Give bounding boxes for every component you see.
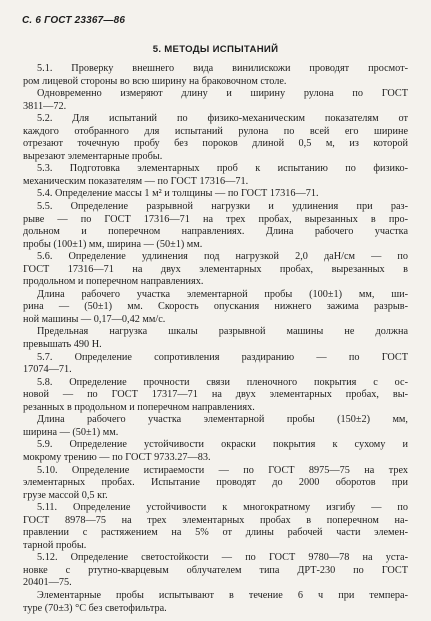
paragraph-line: 5.9. Определение устойчивости окраски покрытия к сухому и	[37, 439, 408, 451]
paragraph-line: новке с ртутно-кварцевым облучателем типа ДРТ-230 по ГОСТ	[23, 564, 408, 576]
paragraph-line: Длина рабочего участка элементарной пробы (100±1) мм, ши-	[37, 288, 408, 300]
paragraph-line: правлении с растяжением на 5% от длины рабочей части элемен-	[23, 527, 408, 539]
paragraph-line: ной машины — 0,17—0,42 мм/с.	[23, 313, 166, 325]
paragraph-line: 5.1. Проверку внешнего вида винилискожи проводят просмот-	[37, 63, 408, 74]
paragraph-line: Одновременно измеряют длину и ширину рулона по ГОСТ	[37, 88, 408, 100]
paragraph-line: тарной пробы.	[23, 539, 87, 551]
paragraph-line: превышать 490 Н.	[23, 339, 102, 351]
paragraph-line: 5.7. Определение сопротивления раздиранию — по ГОСТ	[37, 351, 408, 363]
paragraph-line: 5.5. Определение разрывной нагрузки и удлинения при раз-	[37, 201, 408, 213]
paragraph-line: Элементарные пробы испытывают в течение 6 ч при темпера-	[37, 589, 408, 601]
paragraph-line: рыве — по ГОСТ 17316—71 на трех пробах, вырезанных в про-	[23, 213, 408, 225]
paragraph-line: 5.3. Подготовка элементарных проб к испытанию по физико-	[37, 163, 408, 175]
paragraph-line: 5.8. Определение прочности связи пленочного покрытия с ос-	[37, 376, 408, 388]
paragraph-line: Длина рабочего участка элементарной пробы (150±2) мм,	[37, 414, 408, 426]
paragraph-line: 5.11. Определение устойчивости к многократному изгибу — по	[37, 502, 408, 514]
paragraph-line: грузе массой 0,5 кг.	[23, 489, 108, 501]
paragraph-line: 20401—75.	[23, 577, 72, 589]
paragraph-line: ром лицевой стороны во всю ширину на браковочном столе.	[23, 75, 287, 87]
paragraph-line: вырезают элементарные пробы.	[23, 150, 163, 162]
paragraph-line: каждого отобранного для испытаний рулона по всей его ширине	[23, 125, 408, 137]
paragraph-line: дольном и поперечном направлениях. Длина рабочего участка	[23, 226, 408, 238]
paragraph-line: 5.4. Определение массы 1 м² и толщины — по ГОСТ 17316—71.	[37, 188, 319, 200]
paragraph-line: элементарных пробах. Испытание проводят до 2000 оборотов при	[23, 477, 408, 489]
paragraph-line: 5.12. Определение светостойкости — по ГОСТ 9780—78 на уста-	[37, 552, 408, 564]
paragraph-line: туре (70±3) °С без светофильтра.	[23, 602, 167, 614]
paragraph-line: продольном и поперечном направлениях.	[23, 276, 204, 288]
paragraph-line: 5.6. Определение удлинения под нагрузкой 2,0 даН/см — по	[37, 251, 408, 263]
paragraph-line: механическим показателям — по ГОСТ 17316—71.	[23, 175, 249, 187]
paragraph-line: ГОСТ 17316—71 на двух элементарных пробах, вырезанных в	[23, 263, 408, 275]
document-body	[23, 63, 408, 615]
paragraph-line: отрезают точечную пробу без пороков длиной 0,5 м, из которой	[23, 138, 408, 150]
paragraph-line: мокрому трению — по ГОСТ 9733.27—83.	[23, 451, 211, 463]
paragraph-line: 17074—71.	[23, 364, 72, 376]
paragraph-line: ГОСТ 8978—75 на трех элементарных пробах в поперечном на-	[23, 514, 408, 526]
paragraph-line: новой — по ГОСТ 17317—71 на двух элементарных пробах, вы-	[23, 389, 408, 401]
paragraph-line: 3811—72.	[23, 100, 67, 112]
paragraph-line: пробы (100±1) мм, ширина — (50±1) мм.	[23, 238, 203, 250]
paragraph-line: рина — (50±1) мм. Скорость опускания нижнего зажима разрыв-	[23, 301, 408, 313]
section-title: 5. МЕТОДЫ ИСПЫТАНИЙ	[152, 44, 279, 55]
paragraph-line: ширина — (50±1) мм.	[23, 426, 119, 438]
paragraph-line: 5.10. Определение истираемости — по ГОСТ 8975—75 на трех	[37, 464, 408, 476]
page-header: С. 6 ГОСТ 23367—86	[22, 15, 126, 26]
paragraph-line: Предельная нагрузка шкалы разрывной машины не должна	[37, 326, 408, 338]
paragraph-line: резанных в продольном и поперечном направлениях.	[23, 401, 255, 413]
paragraph-line: 5.2. Для испытаний по физико-механическим показателям от	[37, 113, 408, 125]
